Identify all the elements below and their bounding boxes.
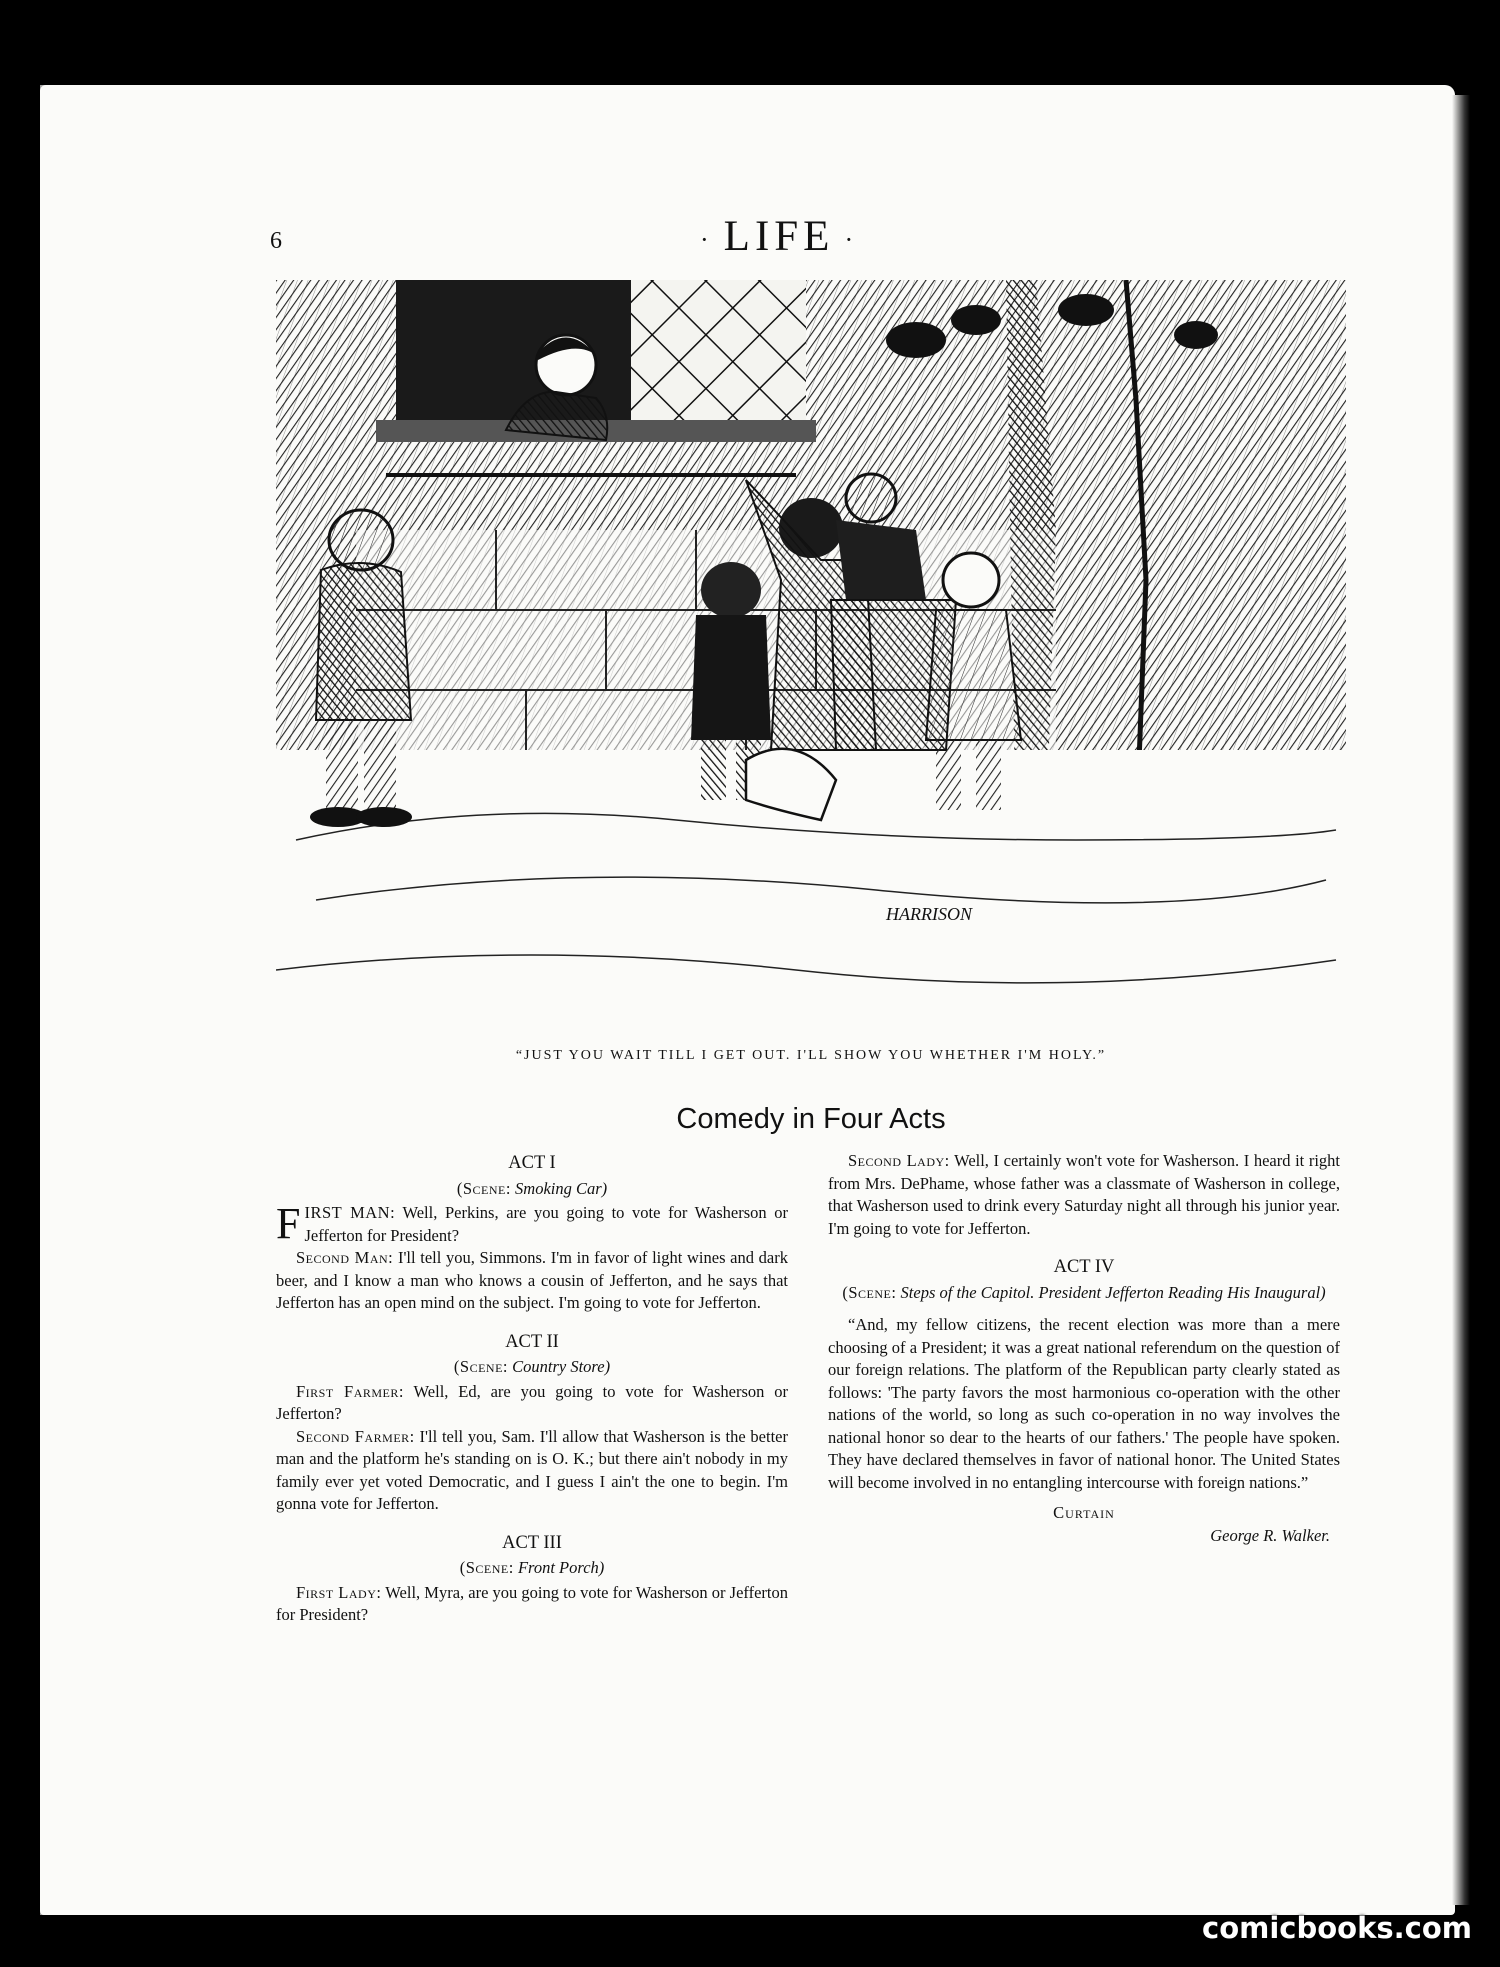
scene-place: Country Store) [512, 1357, 611, 1376]
drop-cap: F [276, 1199, 301, 1248]
act-3-heading: ACT III [502, 1532, 562, 1553]
scene-label: (Scene: [453, 1357, 509, 1376]
page-number: 6 [270, 228, 282, 254]
act-2-line-1 [276, 1381, 788, 1426]
speaker: Second Farmer: [296, 1426, 415, 1446]
watermark: comicbooks.com [1202, 1911, 1472, 1945]
scene-place: Smoking Car) [515, 1178, 608, 1198]
dialogue: I'll tell you, Sam. I'll allow that Washerson is the better man and the platform he's standing on is O. K.; but there ain't nobody in my family ever yet voted Democratic, and I guess I ain't the one to begin. I'm gonna vote for Jefferton. [276, 1426, 788, 1513]
artist-signature: HARRISON [886, 904, 972, 924]
speaker: First Lady: [296, 1582, 382, 1602]
masthead-title: LIFE [723, 213, 835, 260]
act-3-line-2 [828, 1150, 1340, 1240]
act-4-heading: ACT IV [1053, 1257, 1115, 1277]
curtain-line: Curtain [1053, 1503, 1115, 1522]
act-3-line-1 [276, 1582, 788, 1627]
dialogue: Well, I certainly won't vote for Washerson. I heard it right from Mrs. DePhame, whose father was a classmate of Washerson in college, that Washerson used to drink every Saturday night all through his junior year. I'm going to vote for Jefferton. [828, 1151, 1340, 1238]
speaker: First Farmer: [296, 1381, 404, 1401]
act-1-scene [276, 1178, 788, 1201]
dialogue: I'll tell you, Simmons. I'm in favor of light wines and dark beer, and I know a man who knows a cousin of Jefferton, and he says that Jefferton has an open mind on the subject. I'm going to vote for Jefferton. [276, 1248, 788, 1312]
scene-place: Front Porch) [517, 1558, 605, 1577]
dialogue: Well, Perkins, are you going to vote for Washerson or Jefferton for President? [304, 1203, 788, 1245]
masthead: · LIFE · [700, 213, 859, 260]
cartoon-caption: “JUST YOU WAIT TILL I GET OUT. I'LL SHOW YOU WHETHER I'M HOLY.” [515, 1048, 1107, 1063]
leaded-window [631, 280, 806, 420]
act-1-line-1 [276, 1199, 788, 1248]
act-3-scene [276, 1557, 788, 1580]
dialogue: Well, Ed, are you going to vote for Washerson or Jefferton? [276, 1381, 788, 1423]
article-headline: Comedy in Four Acts [676, 1103, 946, 1135]
act-1-line-2 [276, 1247, 788, 1315]
cartoon-illustration [276, 280, 1346, 1015]
speaker: IRST MAN: [304, 1203, 396, 1222]
scene-label: (Scene: [456, 1178, 511, 1198]
act-1-heading: ACT I [508, 1153, 556, 1173]
speaker: Second Lady: [848, 1151, 950, 1170]
dialogue: Well, Myra, are you going to vote for Washerson or Jefferton for President? [276, 1582, 789, 1624]
scene-label: (Scene: [459, 1558, 514, 1577]
speaker: Second Man: [296, 1248, 394, 1267]
scene-label: (Scene: [842, 1282, 897, 1302]
act-2-heading: ACT II [505, 1331, 559, 1352]
text-column-right [828, 1150, 1340, 1547]
author-byline: George R. Walker. [1210, 1525, 1330, 1545]
act-4-scene [828, 1282, 1340, 1305]
act-2-line-2 [276, 1426, 788, 1516]
page-right-edge [1452, 95, 1470, 1905]
act-2-scene [276, 1356, 788, 1379]
text-column-left [276, 1150, 788, 1627]
act-4-speech: “And, my fellow citizens, the recent election was more than a mere choosing of a President; it was a great national referendum on the question of our foreign relations. The platform of the Republican party clearly stated as follows: 'The party favors the most harmonious co-operation with the other nations of the world, so long as such co-operation in no way involves the national honor so dear to the hearts of our fathers.' The people have spoken. They have declared themselves in favor of national honor. The United States will become involved in no entangling intercourse with foreign nations.” [828, 1315, 1340, 1492]
scene-place: Steps of the Capitol. President Jefferton Reading His Inaugural) [900, 1282, 1326, 1302]
